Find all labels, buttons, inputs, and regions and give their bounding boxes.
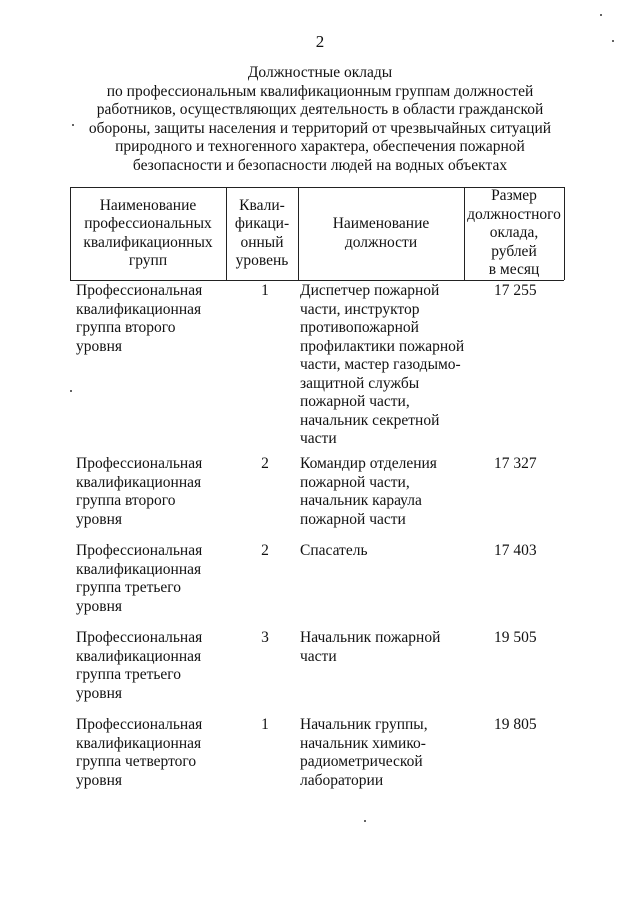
cell-text: 19 805 — [494, 716, 537, 733]
cell-text: Профессиональная — [76, 455, 203, 472]
title-line: обороны, защиты населения и территорий от чрезвычайных ситуаций — [88, 119, 552, 137]
cell-text: Спасатель — [300, 542, 368, 559]
title-line: безопасности и безопасности людей на водных объектах — [132, 156, 508, 174]
cell-text: части — [300, 647, 337, 665]
cell-text: квалификационная — [76, 734, 202, 752]
header-text: профессиональных — [84, 215, 212, 232]
title-line: работников, осуществляющих деятельность в области гражданской — [96, 101, 544, 118]
title-line: природного и техногенного характера, обеспечения пожарной — [115, 138, 525, 155]
cell-text: уровня — [76, 771, 122, 789]
header-text: должности — [344, 233, 418, 251]
cell-text: профилактики пожарной — [300, 337, 465, 355]
level-cell — [236, 542, 294, 561]
page-number: 2 — [315, 32, 325, 51]
level-cell — [236, 282, 294, 301]
cell-text: группа третьего — [76, 579, 182, 596]
salary-cell — [494, 542, 564, 561]
level-cell — [236, 455, 294, 474]
cell-text: 17 403 — [494, 542, 537, 559]
cell-text: группа третьего — [76, 666, 182, 683]
cell-text: лаборатории — [300, 771, 384, 789]
cell-text: начальник караула — [300, 492, 422, 509]
column-divider — [564, 187, 565, 280]
header-level — [226, 187, 298, 280]
cell-text: 19 505 — [494, 629, 537, 646]
cell-text: уровня — [76, 684, 122, 702]
header-text: фикаци- — [234, 215, 290, 232]
position-cell — [300, 282, 470, 449]
cell-text: группа второго — [76, 492, 176, 509]
cell-text: Командир отделения — [300, 455, 437, 472]
cell-text: квалификационная — [76, 560, 202, 578]
salary-cell — [494, 716, 564, 735]
position-cell — [300, 455, 470, 529]
cell-text: части, инструктор — [300, 300, 420, 318]
scan-speck — [600, 14, 602, 16]
header-salary — [464, 187, 564, 280]
cell-text: пожарной части, — [300, 473, 410, 491]
position-cell — [300, 629, 470, 666]
header-text: оклада, — [489, 224, 539, 242]
header-text: Квали- — [239, 196, 285, 214]
group-cell — [76, 542, 236, 616]
cell-text: группа второго — [76, 319, 176, 336]
header-group — [70, 187, 226, 280]
cell-text: Начальник пожарной — [300, 629, 441, 646]
cell-text: 1 — [261, 282, 269, 299]
scan-speck — [72, 124, 74, 126]
cell-text: противопожарной — [300, 319, 419, 336]
cell-text: 2 — [261, 455, 269, 472]
header-text: Размер — [491, 187, 537, 205]
header-text: Наименование — [332, 215, 430, 232]
scan-speck — [364, 820, 366, 822]
cell-text: квалификационная — [76, 300, 202, 318]
cell-text: пожарной части, — [300, 393, 410, 410]
header-text: групп — [128, 252, 168, 269]
cell-text: Профессиональная — [76, 629, 203, 646]
level-cell — [236, 629, 294, 648]
title-line: Должностные оклады — [247, 64, 393, 81]
header-text: квалификационных — [83, 233, 213, 251]
cell-text: начальник химико- — [300, 734, 426, 752]
cell-text: 17 327 — [494, 455, 537, 472]
cell-text: радиометрической — [300, 753, 423, 770]
header-text: в месяц — [488, 261, 540, 279]
cell-text: части — [300, 430, 337, 447]
document-title — [70, 64, 570, 175]
position-cell — [300, 716, 470, 790]
cell-text: Профессиональная — [76, 542, 203, 559]
salary-cell — [494, 282, 564, 301]
group-cell — [76, 629, 236, 703]
level-cell — [236, 716, 294, 735]
cell-text: группа четвертого — [76, 753, 197, 770]
cell-text: квалификационная — [76, 473, 202, 491]
cell-text: уровня — [76, 597, 122, 615]
cell-text: 3 — [261, 629, 269, 646]
header-text: уровень — [235, 252, 289, 269]
salary-cell — [494, 455, 564, 474]
group-cell — [76, 282, 236, 356]
header-text: рублей — [491, 242, 537, 260]
cell-text: начальник секретной — [300, 411, 440, 429]
group-cell — [76, 455, 236, 529]
cell-text: 1 — [261, 716, 269, 733]
cell-text: 2 — [261, 542, 269, 559]
cell-text: Профессиональная — [76, 716, 203, 733]
scan-speck — [70, 390, 72, 392]
cell-text: уровня — [76, 510, 122, 528]
title-line: по профессиональным квалификационным группам должностей — [106, 82, 534, 100]
cell-text: Начальник группы, — [300, 716, 428, 733]
cell-text: защитной службы — [300, 374, 420, 392]
cell-text: Диспетчер пожарной — [300, 282, 440, 299]
position-cell — [300, 542, 470, 561]
header-bottom-border — [70, 280, 564, 281]
cell-text: части, мастер газодымо- — [300, 356, 461, 373]
cell-text: уровня — [76, 337, 122, 355]
group-cell — [76, 716, 236, 790]
cell-text: квалификационная — [76, 647, 202, 665]
header-text: должностного — [467, 205, 561, 223]
cell-text: Профессиональная — [76, 282, 203, 299]
salary-cell — [494, 629, 564, 648]
cell-text: пожарной части — [300, 510, 406, 528]
header-position — [298, 187, 464, 280]
header-text: Наименование — [99, 196, 197, 214]
scan-speck — [612, 40, 614, 42]
cell-text: 17 255 — [494, 282, 537, 299]
header-text: онный — [240, 233, 284, 251]
